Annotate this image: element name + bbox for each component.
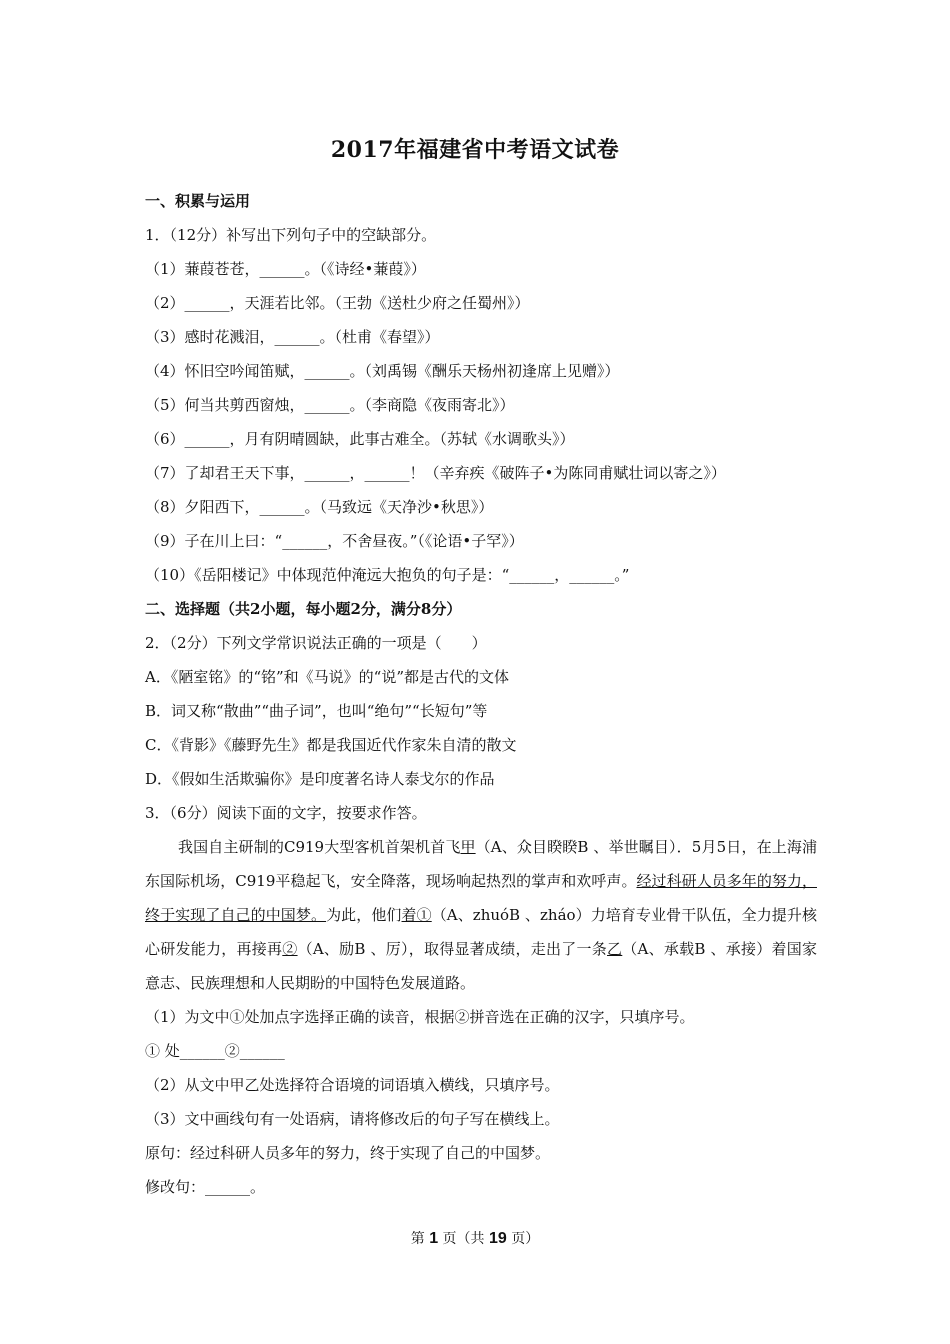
page-footer (0, 1228, 950, 1248)
question-1-item: （6）______，月有阴晴圆缺，此事古难全。（苏轼《水调歌头》） (145, 430, 575, 448)
question-2-option-c: C．《背影》《藤野先生》都是我国近代作家朱自清的散文 (145, 736, 517, 754)
question-1-item: （3）感时花溅泪，______。（杜甫《春望》） (145, 328, 440, 346)
question-2-option-d: D．《假如生活欺骗你》是印度著名诗人泰戈尔的作品 (145, 770, 495, 788)
section-heading-1: 一、积累与运用 (145, 192, 251, 210)
question-1-item: （7）了却君王天下事，______，______！（辛弃疾《破阵子•为陈同甫赋壮词以寄之》） (145, 464, 726, 482)
question-3-sub-1: （1）为文中①处加点字选择正确的读音，根据②拼音选在正确的汉字，只填序号。 (145, 1008, 695, 1026)
underlined-sentence: 经过科研人员多年的努力，终于实现了自己的中国梦。 (145, 872, 817, 924)
exam-content (145, 184, 825, 1204)
footer-text: 页） (506, 1231, 540, 1247)
passage-text: （A、众目睽睽B 、举世瞩目）．5月5日，在上海浦东国际机场，C919平稳起飞，安全降落，现场响起热烈的掌声和欢呼声。 (145, 838, 817, 890)
question-2-option-b: B．词又称“散曲”“曲子词”，也叫“绝句”“长短句”等 (145, 702, 488, 720)
question-1-item: （5）何当共剪西窗烛，______。（李商隐《夜雨寄北》） (145, 396, 515, 414)
passage-text: 为此，他们 (326, 906, 402, 924)
answer-line: ① 处______②______ (145, 1042, 285, 1060)
total-page-number: 19 (489, 1230, 507, 1247)
question-2-option-a: A．《陋室铭》的“铭”和《马说》的“说”都是古代的文体 (145, 668, 510, 686)
footer-text: 页（共 (438, 1231, 489, 1247)
question-1-stem: 1．（12分）补写出下列句子中的空缺部分。 (145, 226, 437, 244)
passage-text: 我国自主研制的C919大型客机首架机首飞 (178, 838, 461, 856)
revised-sentence: 修改句：______。 (145, 1178, 266, 1196)
question-3-sub-2: （2）从文中甲乙处选择符合语境的词语填入横线，只填序号。 (145, 1076, 560, 1094)
question-1-item: （10）《岳阳楼记》中体现范仲淹远大抱负的句子是：“______，______。” (145, 566, 630, 584)
section-heading-2: 二、选择题（共2小题，每小题2分，满分8分） (145, 600, 462, 618)
question-1-item: （9）子在川上曰：“______，不舍昼夜。”（《论语•子罕》） (145, 532, 524, 550)
question-1-item: （4）怀旧空吟闻笛赋，______。（刘禹锡《酬乐天杨州初逢席上见赠》） (145, 362, 620, 380)
blank-marker-yi: 乙 (607, 940, 623, 958)
original-sentence: 原句：经过科研人员多年的努力，终于实现了自己的中国梦。 (145, 1144, 551, 1162)
question-3-sub-3: （3）文中画线句有一处语病，请将修改后的句子写在横线上。 (145, 1110, 560, 1128)
marker-1: 着① (401, 906, 432, 924)
question-3-stem: 3．（6分）阅读下面的文字，按要求作答。 (145, 804, 427, 822)
question-1-item: （2）______，天涯若比邻。（王勃《送杜少府之任蜀州》） (145, 294, 530, 312)
marker-2: ② (282, 940, 298, 958)
reading-passage (145, 830, 817, 1000)
page-title: 2017年福建省中考语文试卷 (330, 137, 620, 163)
current-page-number: 1 (429, 1230, 439, 1247)
passage-text: （A、励B 、厉），取得显著成绩，走出了一条 (297, 940, 608, 958)
passage-text: （A、承载B 、承接）着国家意志、民族理想和人民期盼的中国特色发展道路。 (145, 940, 817, 992)
passage-text: （A、zhuóB 、zháo）力培育专业骨干队伍，全力提升核心研发能力，再接再 (145, 906, 817, 958)
question-1-item: （1）蒹葭苍苍，______。（《诗经•蒹葭》） (145, 260, 426, 278)
footer-text: 第 (410, 1231, 430, 1247)
question-2-stem: 2．（2分）下列文学常识说法正确的一项是（ ） (145, 634, 487, 652)
blank-marker-jia: 甲 (460, 838, 476, 856)
question-1-item: （8）夕阳西下，______。（马致远《天净沙•秋思》） (145, 498, 494, 516)
